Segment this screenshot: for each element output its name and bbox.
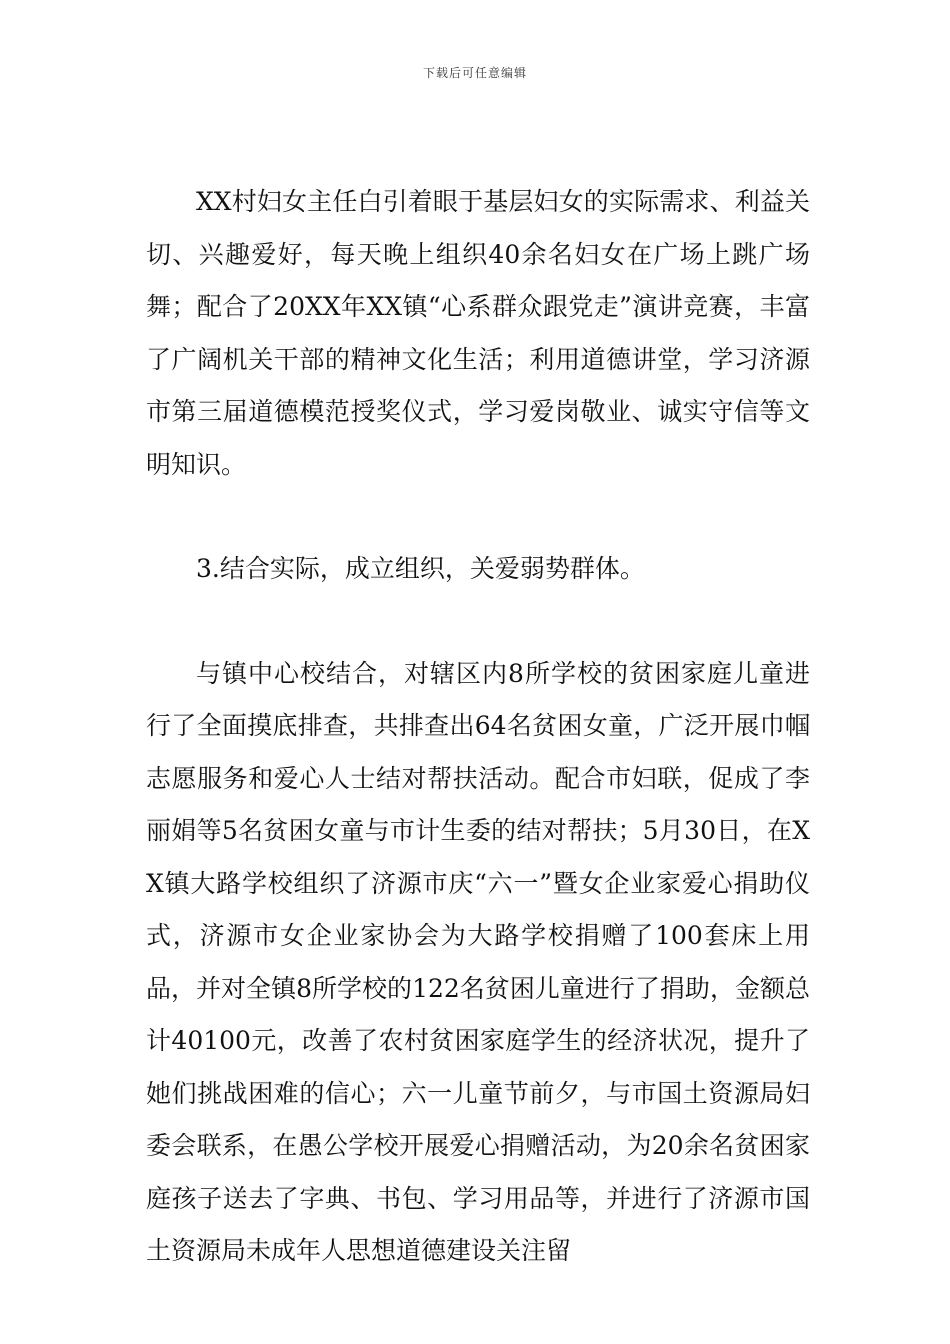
paragraph-women-director-activities: XX村妇女主任白引着眼于基层妇女的实际需求、利益关切、兴趣爱好，每天晚上组织40余名妇女在广场上跳广场舞；配合了20XX年XX镇“心系群众跟党走”演讲竞赛，丰富了广阔机关干部的精神文化生活；利用道德讲堂，学习济源市第三届道德模范授奖仪式，学习爱岗敬业、诚实守信等文明知识。 (146, 187, 810, 479)
paragraph-poor-children-assistance: 与镇中心校结合，对辖区内8所学校的贫困家庭儿童进行了全面摸底排查，共排查出64名贫困女童，广泛开展巾帼志愿服务和爱心人士结对帮扶活动。配合市妇联，促成了李丽娟等5名贫困女童与市计生委的结对帮扶；5月30日，在XX镇大路学校组织了济源市庆“六一”暨女企业家爱心捐助仪式，济源市女企业家协会为大路学校捐赠了100套床上用品，并对全镇8所学校的122名贫困儿童进行了捐助，金额总计40100元，改善了农村贫困家庭学生的经济状况，提升了她们挑战困难的信心；六一儿童节前夕，与市国土资源局妇委会联系，在愚公学校开展爱心捐赠活动，为20余名贫困家庭孩子送去了字典、书包、学习用品等，并进行了济源市国土资源局未成年人思想道德建设关注留 (146, 658, 810, 1265)
section-heading-care-vulnerable-groups: 3.结合实际，成立组织，关爱弱势群体。 (196, 554, 645, 583)
page-header-note: 下载后可任意编辑 (422, 66, 527, 80)
document-body (146, 176, 810, 1278)
